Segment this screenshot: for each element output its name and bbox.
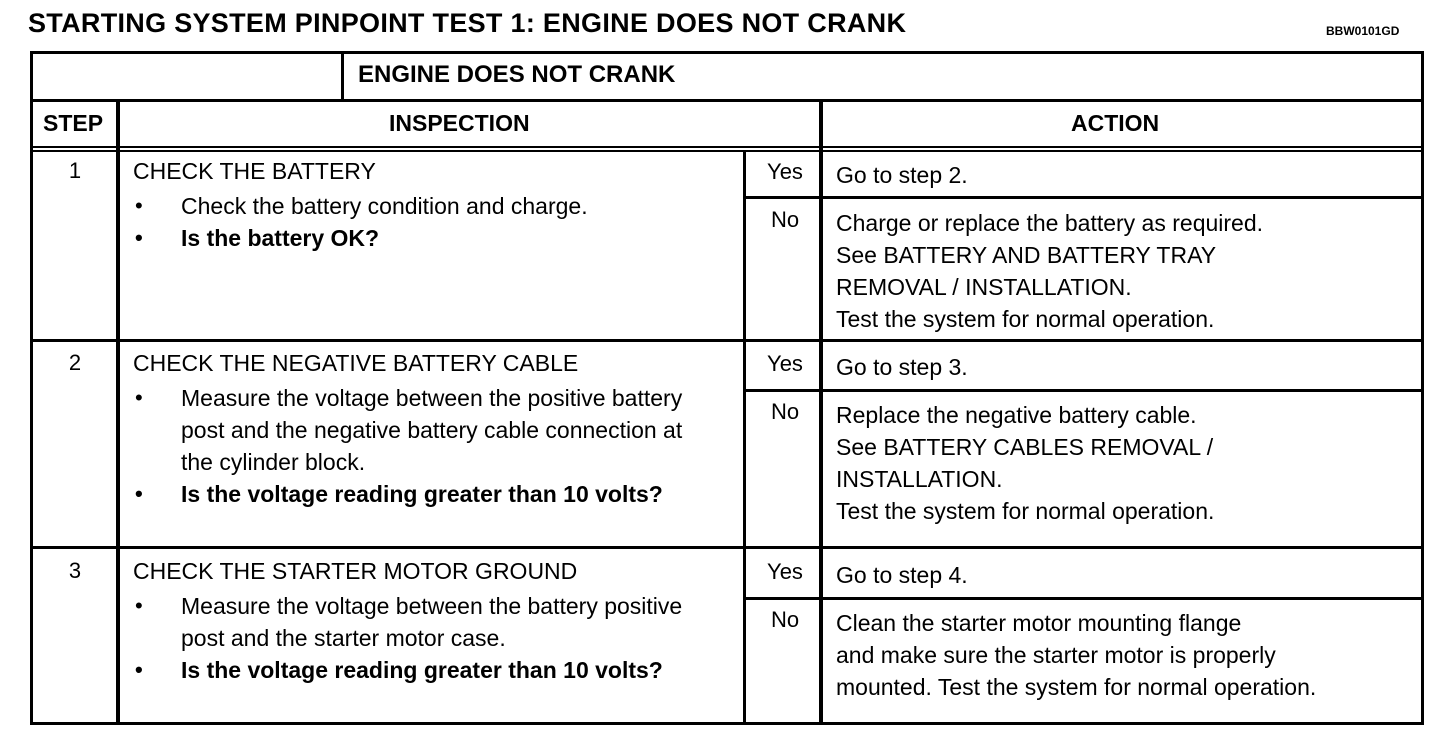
no-label: No — [770, 207, 800, 232]
page-title: STARTING SYSTEM PINPOINT TEST 1: ENGINE DOES NOT CRANK — [28, 8, 907, 38]
action-line: See BATTERY AND BATTERY TRAY — [836, 242, 1217, 268]
inspection-instruction: • Measure the voltage between the positive battery post and the negative battery cable connection at the cylinder block. — [133, 382, 711, 478]
step-number: 3 — [68, 558, 82, 583]
inspection-question: • Is the voltage reading greater than 10 volts? — [133, 478, 681, 510]
inspection-bullets — [133, 190, 733, 254]
table-subtitle: ENGINE DOES NOT CRANK — [358, 61, 676, 88]
yes-action: Go to step 3. — [836, 354, 968, 380]
action-line: Replace the negative battery cable. — [836, 402, 1197, 428]
inspection-question: • Is the battery OK? — [133, 222, 733, 254]
yes-action: Go to step 2. — [836, 162, 968, 188]
inspection-instruction: • Check the battery condition and charge. — [133, 190, 733, 222]
document-code: BBW0101GD — [1326, 24, 1400, 38]
inspection-bullets — [133, 590, 733, 686]
action-line: Charge or replace the battery as required. — [836, 210, 1264, 236]
no-label: No — [770, 399, 800, 424]
action-line: INSTALLATION. — [836, 466, 1003, 492]
action-line: REMOVAL / INSTALLATION. — [836, 274, 1132, 300]
step-number: 2 — [68, 350, 82, 375]
no-label: No — [770, 607, 800, 632]
action-line: Clean the starter motor mounting flange — [836, 610, 1242, 636]
action-line: and make sure the starter motor is properly — [836, 642, 1276, 668]
column-header-inspection: INSPECTION — [389, 110, 530, 136]
action-line: See BATTERY CABLES REMOVAL / — [836, 434, 1214, 460]
yes-action: Go to step 4. — [836, 562, 968, 588]
column-header-step: STEP — [43, 110, 104, 136]
inspection-question: • Is the voltage reading greater than 10 volts? — [133, 654, 681, 686]
yes-label: Yes — [767, 159, 803, 184]
no-action — [836, 207, 1416, 335]
yes-label: Yes — [767, 559, 803, 584]
inspection-instruction: • Measure the voltage between the battery positive post and the starter motor case. — [133, 590, 701, 654]
yes-label: Yes — [767, 351, 803, 376]
action-line: Test the system for normal operation. — [836, 306, 1215, 332]
no-action — [836, 399, 1416, 527]
inspection-title: CHECK THE NEGATIVE BATTERY CABLE — [133, 350, 579, 376]
no-action — [836, 607, 1416, 703]
column-header-action: ACTION — [1071, 110, 1160, 136]
step-number: 1 — [68, 158, 82, 183]
inspection-title: CHECK THE STARTER MOTOR GROUND — [133, 558, 578, 584]
inspection-title: CHECK THE BATTERY — [133, 158, 376, 184]
action-line: mounted. Test the system for normal operation. — [836, 674, 1317, 700]
inspection-bullets — [133, 382, 733, 510]
action-line: Test the system for normal operation. — [836, 498, 1215, 524]
